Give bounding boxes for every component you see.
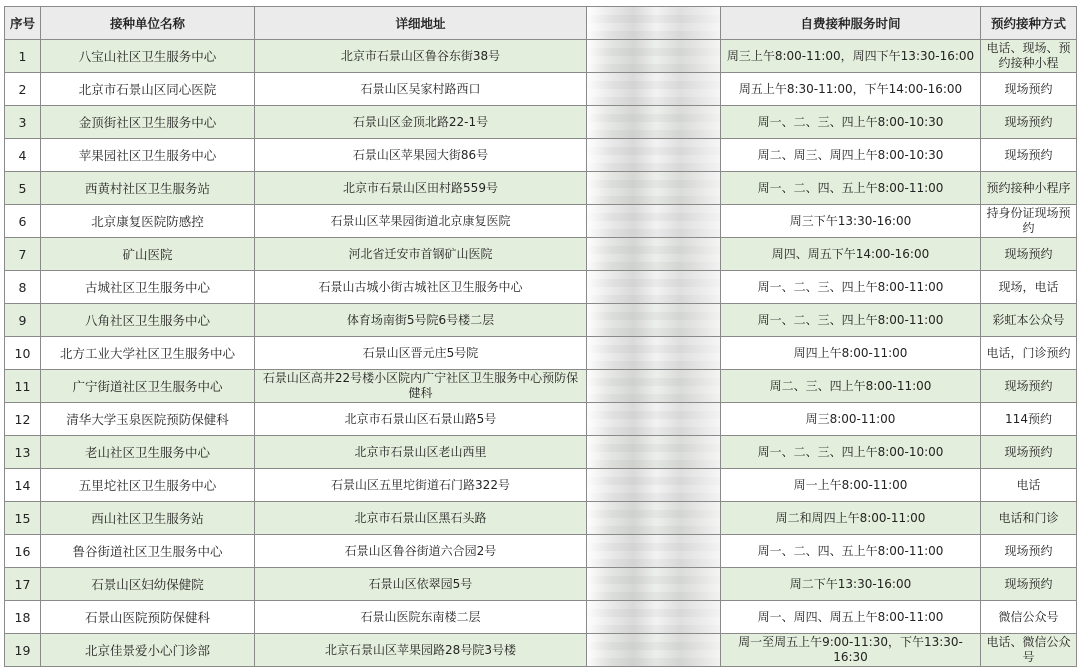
cell-method: 电话	[981, 469, 1077, 502]
cell-method: 持身份证现场预约	[981, 205, 1077, 238]
cell-time: 周三上午8:00-11:00，周四下午13:30-16:00	[721, 40, 981, 73]
mosaic-redaction	[587, 535, 720, 567]
cell-method: 彩虹本公众号	[981, 304, 1077, 337]
table-row	[5, 436, 1077, 469]
redacted-cell	[587, 73, 721, 106]
cell-method: 现场，电话	[981, 271, 1077, 304]
cell-address: 石景山区依翠园5号	[255, 568, 587, 601]
cell-time: 周二、三、四上午8:00-11:00	[721, 370, 981, 403]
cell-address: 北京市石景山区石景山路5号	[255, 403, 587, 436]
table-header-row	[5, 7, 1077, 40]
redacted-cell	[587, 139, 721, 172]
table-row	[5, 469, 1077, 502]
header-method: 预约接种方式	[981, 7, 1077, 40]
cell-name: 鲁谷街道社区卫生服务中心	[41, 535, 255, 568]
redacted-cell	[587, 40, 721, 73]
mosaic-redaction	[587, 568, 720, 600]
cell-method: 现场预约	[981, 436, 1077, 469]
redacted-cell	[587, 568, 721, 601]
table-row	[5, 568, 1077, 601]
cell-address: 体育场南街5号院6号楼二层	[255, 304, 587, 337]
cell-method: 现场预约	[981, 73, 1077, 106]
table-row	[5, 40, 1077, 73]
cell-method: 电话，门诊预约	[981, 337, 1077, 370]
cell-no: 1	[5, 40, 41, 73]
header-address: 详细地址	[255, 7, 587, 40]
cell-time: 周四、周五下午14:00-16:00	[721, 238, 981, 271]
table-row	[5, 370, 1077, 403]
cell-address: 石景山区五里坨街道石门路322号	[255, 469, 587, 502]
table-row	[5, 601, 1077, 634]
redacted-cell	[587, 370, 721, 403]
cell-no: 15	[5, 502, 41, 535]
mosaic-redaction	[587, 502, 720, 534]
cell-time: 周二下午13:30-16:00	[721, 568, 981, 601]
cell-method: 微信公众号	[981, 601, 1077, 634]
cell-no: 6	[5, 205, 41, 238]
redacted-header	[587, 7, 721, 40]
table-row	[5, 271, 1077, 304]
redacted-cell	[587, 469, 721, 502]
cell-method: 电话、现场、预约接种小程	[981, 40, 1077, 73]
redacted-cell	[587, 271, 721, 304]
redacted-cell	[587, 535, 721, 568]
cell-name: 北京康复医院防感控	[41, 205, 255, 238]
cell-address: 北京市石景山区鲁谷东街38号	[255, 40, 587, 73]
cell-time: 周一、二、三、四上午8:00-10:00	[721, 436, 981, 469]
mosaic-redaction	[587, 205, 720, 237]
cell-no: 5	[5, 172, 41, 205]
cell-address: 石景山区高井22号楼小区院内广宁社区卫生服务中心预防保健科	[255, 370, 587, 403]
cell-time: 周三8:00-11:00	[721, 403, 981, 436]
table-row	[5, 139, 1077, 172]
table-row	[5, 502, 1077, 535]
cell-no: 17	[5, 568, 41, 601]
cell-name: 北方工业大学社区卫生服务中心	[41, 337, 255, 370]
mosaic-redaction	[587, 172, 720, 204]
cell-time: 周一、二、三、四上午8:00-10:30	[721, 106, 981, 139]
cell-method: 114预约	[981, 403, 1077, 436]
mosaic-redaction	[587, 238, 720, 270]
cell-time: 周一、二、三、四上午8:00-11:00	[721, 304, 981, 337]
cell-time: 周二和周四上午8:00-11:00	[721, 502, 981, 535]
mosaic-redaction	[587, 73, 720, 105]
mosaic-redaction	[587, 469, 720, 501]
redacted-cell	[587, 436, 721, 469]
cell-address: 石景山区金顶北路22-1号	[255, 106, 587, 139]
cell-time: 周一、二、四、五上午8:00-11:00	[721, 535, 981, 568]
mosaic-redaction	[587, 106, 720, 138]
cell-address: 石景山区吴家村路西口	[255, 73, 587, 106]
table-row	[5, 304, 1077, 337]
cell-no: 2	[5, 73, 41, 106]
mosaic-redaction	[587, 436, 720, 468]
cell-address: 北京市石景山区老山西里	[255, 436, 587, 469]
cell-time: 周五上午8:30-11:00，下午14:00-16:00	[721, 73, 981, 106]
cell-address: 石景山区苹果园大街86号	[255, 139, 587, 172]
cell-no: 7	[5, 238, 41, 271]
cell-time: 周一、二、四、五上午8:00-11:00	[721, 172, 981, 205]
cell-name: 苹果园社区卫生服务中心	[41, 139, 255, 172]
mosaic-redaction	[587, 370, 720, 402]
table-row	[5, 106, 1077, 139]
cell-method: 现场预约	[981, 370, 1077, 403]
cell-name: 西黄村社区卫生服务站	[41, 172, 255, 205]
redacted-cell	[587, 304, 721, 337]
cell-no: 16	[5, 535, 41, 568]
cell-method: 预约接种小程序	[981, 172, 1077, 205]
cell-address: 石景山区鲁谷街道六合园2号	[255, 535, 587, 568]
cell-time: 周一、二、三、四上午8:00-11:00	[721, 271, 981, 304]
cell-time: 周一上午8:00-11:00	[721, 469, 981, 502]
header-no: 序号	[5, 7, 41, 40]
cell-name: 古城社区卫生服务中心	[41, 271, 255, 304]
cell-address: 河北省迁安市首钢矿山医院	[255, 238, 587, 271]
cell-address: 北京市石景山区黑石头路	[255, 502, 587, 535]
cell-no: 19	[5, 634, 41, 667]
cell-name: 北京市石景山区同心医院	[41, 73, 255, 106]
cell-name: 矿山医院	[41, 238, 255, 271]
cell-address: 石景山医院东南楼二层	[255, 601, 587, 634]
mosaic-redaction	[587, 634, 720, 666]
cell-name: 金顶街社区卫生服务中心	[41, 106, 255, 139]
cell-no: 10	[5, 337, 41, 370]
table-row	[5, 535, 1077, 568]
mosaic-redaction	[587, 139, 720, 171]
mosaic-redaction	[587, 304, 720, 336]
cell-method: 电话和门诊	[981, 502, 1077, 535]
cell-name: 清华大学玉泉医院预防保健科	[41, 403, 255, 436]
header-time: 自费接种服务时间	[721, 7, 981, 40]
cell-no: 9	[5, 304, 41, 337]
cell-address: 石景山区苹果园街道北京康复医院	[255, 205, 587, 238]
cell-no: 12	[5, 403, 41, 436]
cell-name: 八宝山社区卫生服务中心	[41, 40, 255, 73]
table-row	[5, 634, 1077, 667]
cell-time: 周二、周三、周四上午8:00-10:30	[721, 139, 981, 172]
cell-time: 周四上午8:00-11:00	[721, 337, 981, 370]
table-row	[5, 73, 1077, 106]
cell-name: 石景山区妇幼保健院	[41, 568, 255, 601]
cell-no: 3	[5, 106, 41, 139]
redacted-cell	[587, 238, 721, 271]
cell-name: 石景山医院预防保健科	[41, 601, 255, 634]
mosaic-redaction	[587, 601, 720, 633]
cell-no: 13	[5, 436, 41, 469]
cell-address: 北京石景山区苹果园路28号院3号楼	[255, 634, 587, 667]
redacted-cell	[587, 502, 721, 535]
header-name: 接种单位名称	[41, 7, 255, 40]
table-row	[5, 205, 1077, 238]
cell-no: 4	[5, 139, 41, 172]
cell-address: 石景山古城小街古城社区卫生服务中心	[255, 271, 587, 304]
redacted-cell	[587, 634, 721, 667]
cell-method: 现场预约	[981, 238, 1077, 271]
cell-name: 老山社区卫生服务中心	[41, 436, 255, 469]
redacted-cell	[587, 337, 721, 370]
cell-no: 18	[5, 601, 41, 634]
redacted-cell	[587, 403, 721, 436]
mosaic-redaction	[587, 403, 720, 435]
cell-method: 现场预约	[981, 139, 1077, 172]
cell-name: 广宁街道社区卫生服务中心	[41, 370, 255, 403]
mosaic-redaction	[587, 271, 720, 303]
table-row	[5, 337, 1077, 370]
redacted-cell	[587, 601, 721, 634]
cell-name: 八角社区卫生服务中心	[41, 304, 255, 337]
cell-method: 现场预约	[981, 568, 1077, 601]
redacted-cell	[587, 205, 721, 238]
cell-name: 五里坨社区卫生服务中心	[41, 469, 255, 502]
cell-method: 现场预约	[981, 106, 1077, 139]
cell-time: 周一至周五上午9:00-11:30，下午13:30-16:30	[721, 634, 981, 667]
table-row	[5, 403, 1077, 436]
cell-address: 石景山区晋元庄5号院	[255, 337, 587, 370]
table-row	[5, 172, 1077, 205]
cell-name: 西山社区卫生服务站	[41, 502, 255, 535]
cell-method: 电话、微信公众号	[981, 634, 1077, 667]
cell-no: 8	[5, 271, 41, 304]
cell-no: 11	[5, 370, 41, 403]
cell-time: 周三下午13:30-16:00	[721, 205, 981, 238]
cell-no: 14	[5, 469, 41, 502]
cell-address: 北京市石景山区田村路559号	[255, 172, 587, 205]
cell-time: 周一、周四、周五上午8:00-11:00	[721, 601, 981, 634]
redacted-cell	[587, 172, 721, 205]
redacted-cell	[587, 106, 721, 139]
cell-method: 现场预约	[981, 535, 1077, 568]
cell-name: 北京佳景爱小心门诊部	[41, 634, 255, 667]
mosaic-redaction	[587, 40, 720, 72]
vaccination-sites-table	[4, 6, 1077, 667]
table-row	[5, 238, 1077, 271]
mosaic-redaction	[587, 337, 720, 369]
